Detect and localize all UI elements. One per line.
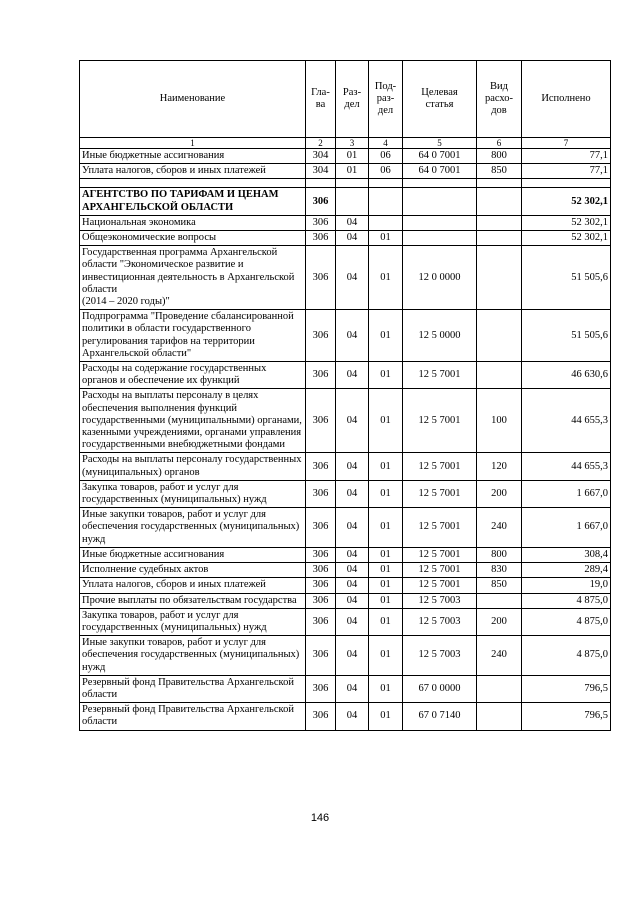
table-row — [80, 563, 611, 578]
row-subsection: 01 — [369, 362, 403, 389]
row-chapter: 306 — [306, 362, 336, 389]
row-target: 12 5 7001 — [403, 389, 477, 453]
row-amount: 77,1 — [522, 164, 611, 179]
colnum: 1 — [80, 138, 306, 149]
row-amount: 19,0 — [522, 578, 611, 593]
table-row — [80, 480, 611, 507]
row-exptype: 240 — [477, 508, 522, 548]
row-section: 04 — [336, 453, 369, 480]
row-amount: 4 875,0 — [522, 608, 611, 635]
table-row — [80, 310, 611, 362]
row-name: Прочие выплаты по обязательствам государства — [80, 593, 306, 608]
table-row — [80, 608, 611, 635]
header-chapter-text: Гла- ва — [311, 86, 330, 110]
row-subsection: 01 — [369, 593, 403, 608]
row-target: 12 5 7001 — [403, 547, 477, 562]
row-subsection: 01 — [369, 703, 403, 730]
row-section: 04 — [336, 231, 369, 246]
row-section: 04 — [336, 508, 369, 548]
row-target: 12 5 7003 — [403, 608, 477, 635]
row-exptype — [477, 362, 522, 389]
table-header-row — [80, 61, 611, 138]
row-chapter: 306 — [306, 215, 336, 230]
row-subsection — [369, 188, 403, 215]
row-chapter: 306 — [306, 703, 336, 730]
page-number: 146 — [310, 812, 330, 824]
row-section: 04 — [336, 480, 369, 507]
row-name: Национальная экономика — [80, 215, 306, 230]
row-chapter: 304 — [306, 149, 336, 164]
row-chapter: 306 — [306, 675, 336, 702]
row-subsection: 01 — [369, 563, 403, 578]
row-amount: 52 302,1 — [522, 231, 611, 246]
row-section: 04 — [336, 636, 369, 676]
row-target: 12 5 7001 — [403, 453, 477, 480]
row-chapter: 306 — [306, 310, 336, 362]
empty-cell — [477, 179, 522, 188]
header-exptype-text: Вид расхо- дов — [484, 80, 514, 117]
row-name: АГЕНТСТВО ПО ТАРИФАМ И ЦЕНАМ АРХАНГЕЛЬСКОЙ ОБЛАСТИ — [80, 188, 306, 215]
row-exptype — [477, 188, 522, 215]
row-amount: 4 875,0 — [522, 636, 611, 676]
empty-cell — [522, 179, 611, 188]
row-amount: 796,5 — [522, 675, 611, 702]
table-row — [80, 246, 611, 310]
table-row — [80, 703, 611, 730]
row-target: 64 0 7001 — [403, 149, 477, 164]
row-subsection: 01 — [369, 231, 403, 246]
row-amount: 1 667,0 — [522, 480, 611, 507]
row-section: 01 — [336, 164, 369, 179]
row-target: 12 0 0000 — [403, 246, 477, 310]
table-row — [80, 636, 611, 676]
row-subsection: 01 — [369, 547, 403, 562]
table-row — [80, 593, 611, 608]
row-exptype: 120 — [477, 453, 522, 480]
row-name: Общеэкономические вопросы — [80, 231, 306, 246]
row-name: Расходы на выплаты персоналу в целях обеспечения выполнения функций государственными (муниципальными) органами, казенными учреждениями, органами управления государственными внебюджетными фондами — [80, 389, 306, 453]
row-name: Иные бюджетные ассигнования — [80, 547, 306, 562]
row-amount: 289,4 — [522, 563, 611, 578]
row-section: 04 — [336, 362, 369, 389]
colnum: 4 — [369, 138, 403, 149]
row-exptype — [477, 675, 522, 702]
row-subsection: 01 — [369, 310, 403, 362]
row-section: 04 — [336, 246, 369, 310]
row-chapter: 306 — [306, 508, 336, 548]
row-amount: 44 655,3 — [522, 453, 611, 480]
row-chapter: 306 — [306, 188, 336, 215]
row-amount: 52 302,1 — [522, 215, 611, 230]
row-amount: 796,5 — [522, 703, 611, 730]
table-body — [80, 149, 611, 731]
row-name: Резервный фонд Правительства Архангельской области — [80, 675, 306, 702]
row-name: Исполнение судебных актов — [80, 563, 306, 578]
row-section: 04 — [336, 608, 369, 635]
table-row — [80, 149, 611, 164]
row-section: 04 — [336, 703, 369, 730]
row-target: 12 5 7003 — [403, 593, 477, 608]
empty-cell — [80, 179, 306, 188]
row-section: 04 — [336, 215, 369, 230]
row-chapter: 304 — [306, 164, 336, 179]
row-name: Уплата налогов, сборов и иных платежей — [80, 578, 306, 593]
row-target — [403, 215, 477, 230]
empty-cell — [403, 179, 477, 188]
row-subsection: 06 — [369, 149, 403, 164]
header-section-text: Раз- дел — [342, 86, 362, 110]
row-target: 12 5 7001 — [403, 578, 477, 593]
row-amount: 52 302,1 — [522, 188, 611, 215]
table-row — [80, 508, 611, 548]
row-section: 01 — [336, 149, 369, 164]
table-row — [80, 578, 611, 593]
row-exptype: 850 — [477, 164, 522, 179]
row-subsection: 01 — [369, 636, 403, 676]
row-amount: 51 505,6 — [522, 310, 611, 362]
row-chapter: 306 — [306, 453, 336, 480]
row-exptype — [477, 703, 522, 730]
colnum: 2 — [306, 138, 336, 149]
row-exptype: 800 — [477, 547, 522, 562]
header-subsection-text: Под- раз- дел — [374, 80, 397, 117]
row-target: 12 5 7001 — [403, 362, 477, 389]
header-done: Исполнено — [522, 61, 611, 138]
colnum: 5 — [403, 138, 477, 149]
row-name: Иные бюджетные ассигнования — [80, 149, 306, 164]
row-section: 04 — [336, 675, 369, 702]
row-amount: 77,1 — [522, 149, 611, 164]
row-subsection — [369, 215, 403, 230]
row-chapter: 306 — [306, 246, 336, 310]
table-row — [80, 675, 611, 702]
row-chapter: 306 — [306, 389, 336, 453]
column-number-row — [80, 138, 611, 149]
row-exptype — [477, 231, 522, 246]
row-target: 67 0 7140 — [403, 703, 477, 730]
row-name: Закупка товаров, работ и услуг для государственных (муниципальных) нужд — [80, 480, 306, 507]
empty-cell — [336, 179, 369, 188]
header-section — [336, 61, 369, 138]
row-chapter: 306 — [306, 563, 336, 578]
header-chapter — [306, 61, 336, 138]
row-section: 04 — [336, 310, 369, 362]
row-name: Расходы на содержание государственных органов и обеспечение их функций — [80, 362, 306, 389]
row-name: Расходы на выплаты персоналу государственных (муниципальных) органов — [80, 453, 306, 480]
colnum: 7 — [522, 138, 611, 149]
row-subsection: 01 — [369, 608, 403, 635]
row-target — [403, 188, 477, 215]
row-name: Подпрограмма "Проведение сбалансированной политики в области государственного регулирования тарифов на территории Архангельской области" — [80, 310, 306, 362]
row-exptype — [477, 310, 522, 362]
row-subsection: 01 — [369, 453, 403, 480]
row-target — [403, 231, 477, 246]
row-amount: 46 630,6 — [522, 362, 611, 389]
table-row — [80, 188, 611, 215]
row-exptype: 800 — [477, 149, 522, 164]
row-exptype: 200 — [477, 480, 522, 507]
table-row — [80, 231, 611, 246]
row-name: Иные закупки товаров, работ и услуг для обеспечения государственных (муниципальных) нужд — [80, 508, 306, 548]
row-subsection: 01 — [369, 508, 403, 548]
row-target: 12 5 7001 — [403, 563, 477, 578]
row-name: Уплата налогов, сборов и иных платежей — [80, 164, 306, 179]
row-subsection: 01 — [369, 578, 403, 593]
row-exptype — [477, 593, 522, 608]
row-section: 04 — [336, 547, 369, 562]
row-section: 04 — [336, 389, 369, 453]
colnum: 3 — [336, 138, 369, 149]
row-amount: 1 667,0 — [522, 508, 611, 548]
row-amount: 308,4 — [522, 547, 611, 562]
row-exptype — [477, 246, 522, 310]
header-target — [403, 61, 477, 138]
row-target: 12 5 7001 — [403, 508, 477, 548]
spacer-row — [80, 179, 611, 188]
table-row — [80, 362, 611, 389]
empty-cell — [369, 179, 403, 188]
row-exptype: 830 — [477, 563, 522, 578]
table-row — [80, 164, 611, 179]
row-target: 12 5 7001 — [403, 480, 477, 507]
row-chapter: 306 — [306, 231, 336, 246]
row-subsection: 01 — [369, 480, 403, 507]
table-row — [80, 547, 611, 562]
row-exptype: 240 — [477, 636, 522, 676]
row-amount: 4 875,0 — [522, 593, 611, 608]
table-row — [80, 389, 611, 453]
row-subsection: 01 — [369, 246, 403, 310]
empty-cell — [306, 179, 336, 188]
row-exptype: 100 — [477, 389, 522, 453]
header-name: Наименование — [80, 61, 306, 138]
row-chapter: 306 — [306, 608, 336, 635]
row-chapter: 306 — [306, 547, 336, 562]
row-exptype: 200 — [477, 608, 522, 635]
row-target: 12 5 0000 — [403, 310, 477, 362]
row-target: 64 0 7001 — [403, 164, 477, 179]
budget-table — [79, 60, 611, 731]
header-target-text: Целевая статья — [421, 86, 458, 110]
row-amount: 51 505,6 — [522, 246, 611, 310]
row-subsection: 06 — [369, 164, 403, 179]
row-target: 12 5 7003 — [403, 636, 477, 676]
row-name: Резервный фонд Правительства Архангельской области — [80, 703, 306, 730]
colnum: 6 — [477, 138, 522, 149]
row-name: Иные закупки товаров, работ и услуг для обеспечения государственных (муниципальных) нужд — [80, 636, 306, 676]
row-chapter: 306 — [306, 636, 336, 676]
row-section: 04 — [336, 563, 369, 578]
row-amount: 44 655,3 — [522, 389, 611, 453]
row-exptype: 850 — [477, 578, 522, 593]
row-target: 67 0 0000 — [403, 675, 477, 702]
row-section: 04 — [336, 593, 369, 608]
row-subsection: 01 — [369, 675, 403, 702]
row-exptype — [477, 215, 522, 230]
row-chapter: 306 — [306, 593, 336, 608]
table-row — [80, 453, 611, 480]
row-name: Закупка товаров, работ и услуг для государственных (муниципальных) нужд — [80, 608, 306, 635]
row-section: 04 — [336, 578, 369, 593]
row-chapter: 306 — [306, 480, 336, 507]
row-section — [336, 188, 369, 215]
header-exptype — [477, 61, 522, 138]
row-chapter: 306 — [306, 578, 336, 593]
row-name: Государственная программа Архангельской области "Экономическое развитие и инвестиционная деятельность в Архангельской области (2014 – 2020 годы)" — [80, 246, 306, 310]
header-subsection — [369, 61, 403, 138]
row-subsection: 01 — [369, 389, 403, 453]
table-row — [80, 215, 611, 230]
